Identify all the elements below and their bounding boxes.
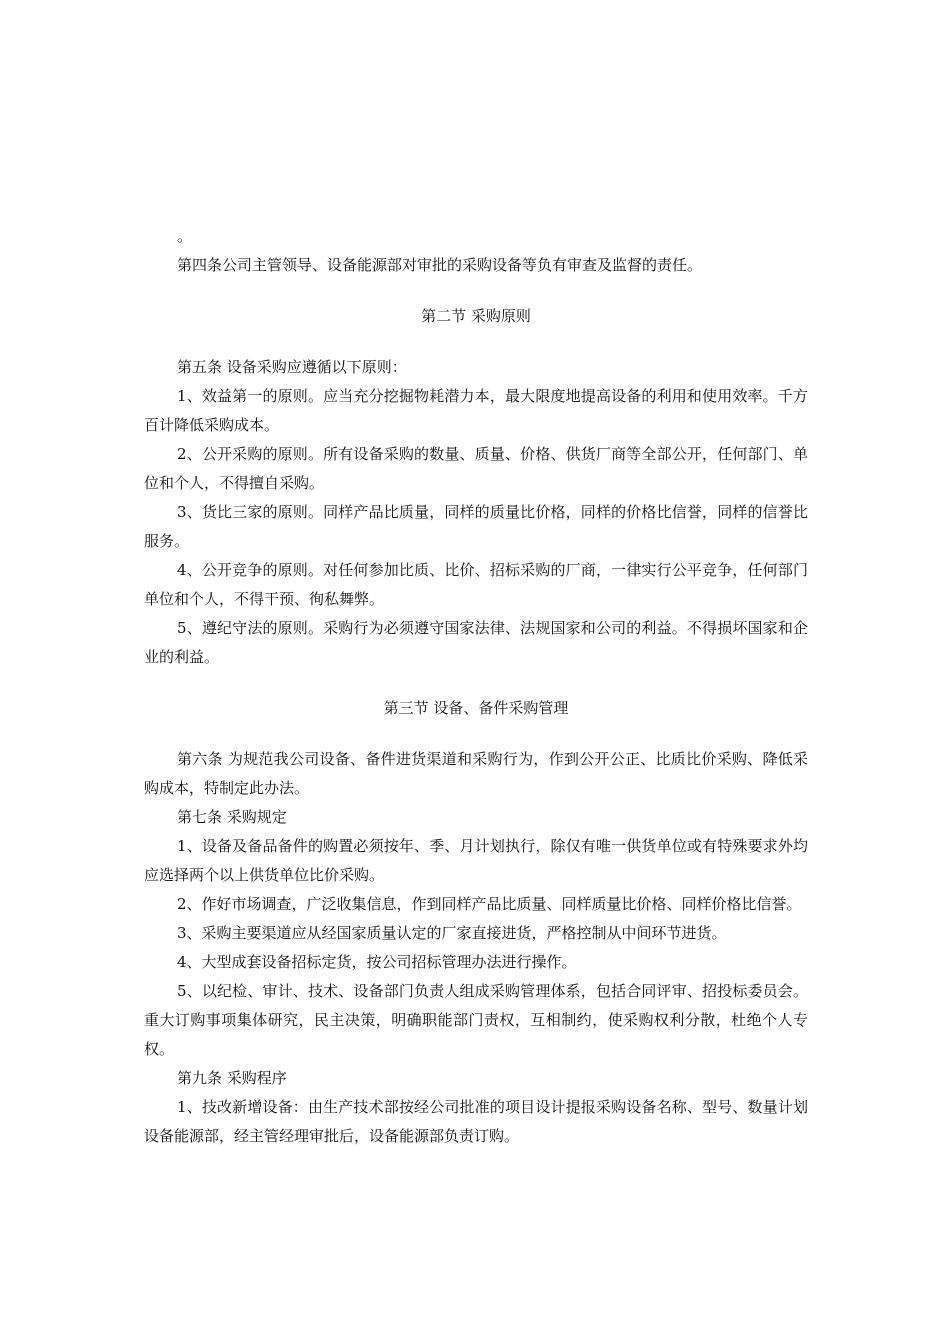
article-7: 第七条 采购规定	[177, 808, 287, 826]
rule-item: 3、采购主要渠道应从经国家质量认定的厂家直接进货，严格控制从中间环节进货。	[177, 924, 727, 942]
document-body	[144, 222, 808, 1151]
leading-punctuation: 。	[177, 227, 193, 245]
principle-item: 1、效益第一的原则。应当充分挖掘物耗潜力本，最大限度地提高设备的利用和使用效率。千方百计降低采购成本。	[144, 387, 808, 434]
rule-item: 5、以纪检、审计、技术、设备部门负责人组成采购管理体系，包括合同评审、招投标委员会。重大订购事项集体研究，民主决策，明确职能部门责权，互相制约，使采购权利分散，杜绝个人专权。	[144, 982, 808, 1058]
article-5: 第五条 设备采购应遵循以下原则：	[177, 358, 407, 376]
principle-item: 3、货比三家的原则。同样产品比质量，同样的质量比价格，同样的价格比信誉，同样的信誉比服务。	[144, 503, 808, 550]
rule-item: 4、大型成套设备招标定货，按公司招标管理办法进行操作。	[177, 953, 577, 971]
principle-item: 4、公开竞争的原则。对任何参加比质、比价、招标采购的厂商，一律实行公平竞争，任何部门单位和个人，不得干预、徇私舞弊。	[144, 561, 808, 608]
article-4: 第四条公司主管领导、设备能源部对审批的采购设备等负有审查及监督的责任。	[177, 256, 703, 274]
principle-item: 2、公开采购的原则。所有设备采购的数量、质量、价格、供货厂商等全部公开，任何部门、单位和个人，不得擅自采购。	[144, 445, 808, 492]
principle-item: 5、遵纪守法的原则。采购行为必须遵守国家法律、法规国家和公司的利益。不得损坏国家和企业的利益。	[144, 619, 808, 666]
article-9: 第九条 采购程序	[177, 1069, 287, 1087]
section-3-title: 第三节 设备、备件采购管理	[383, 699, 569, 717]
article-6: 第六条 为规范我公司设备、备件进货渠道和采购行为，作到公开公正、比质比价采购、降低采购成本，特制定此办法。	[144, 750, 808, 797]
rule-item: 2、作好市场调查，广泛收集信息，作到同样产品比质量、同样质量比价格、同样价格比信誉。	[177, 895, 802, 913]
section-2-title: 第二节 采购原则	[421, 307, 531, 325]
procedure-item: 1、技改新增设备：由生产技术部按经公司批准的项目设计提报采购设备名称、型号、数量计划设备能源部，经主管经理审批后，设备能源部负责订购。	[144, 1098, 808, 1145]
rule-item: 1、设备及备品备件的购置必须按年、季、月计划执行，除仅有唯一供货单位或有特殊要求外均应选择两个以上供货单位比价采购。	[144, 837, 808, 884]
